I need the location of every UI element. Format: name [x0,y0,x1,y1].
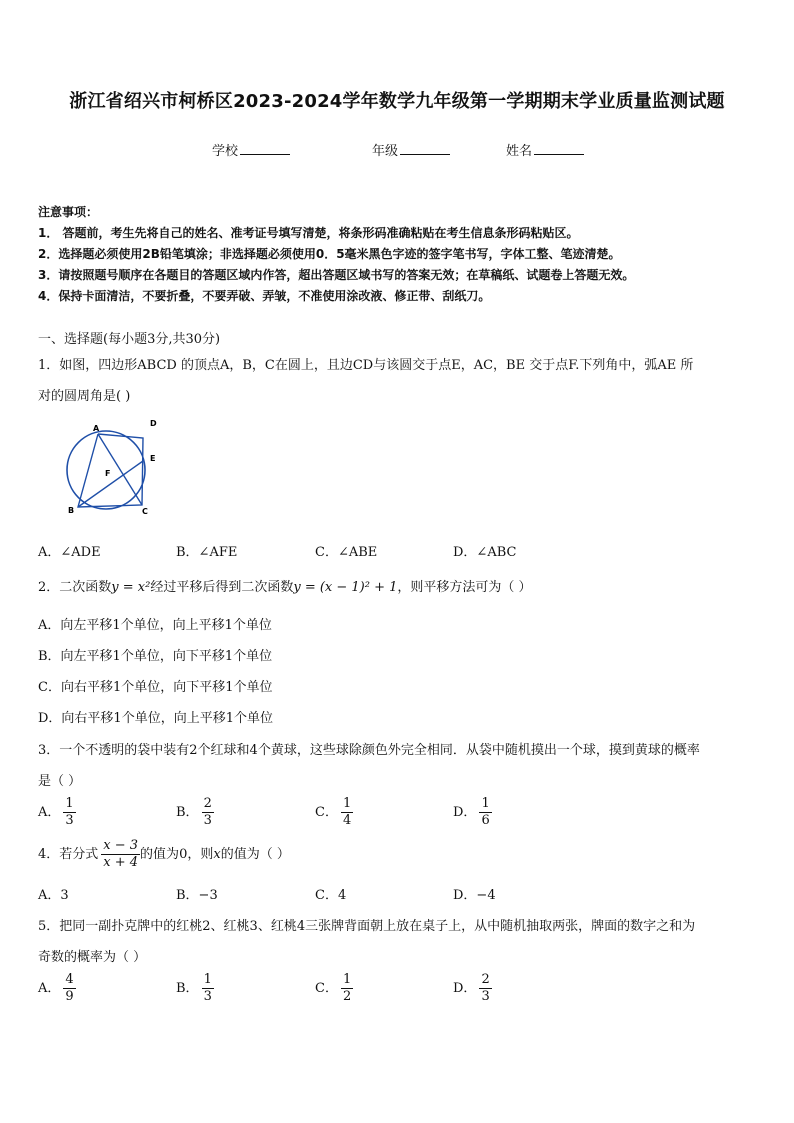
denominator: 3 [65,813,74,828]
q5-option-c-label: C． [315,981,338,996]
q5-option-a-label: A． [38,981,61,996]
numerator: 1 [203,972,212,987]
q2-stem [38,576,532,595]
numerator: 1 [481,796,490,811]
denominator: 2 [342,989,352,1004]
name-field[interactable] [506,140,584,159]
q2-mid: 经过平移后得到二次函数 [150,580,294,595]
q4-option-c[interactable]: C．4 [315,888,347,903]
section-heading: 一、选择题(每小题3分,共30分) [38,332,221,347]
q3-option-a-fraction [63,796,75,829]
q5-option-b-fraction [202,972,214,1005]
q4-option-a[interactable]: A．3 [38,888,69,903]
numerator: x − 3 [103,838,139,853]
q4-stem [38,838,290,871]
q4-suffix: 的值为（ ） [220,847,290,862]
denominator: 3 [203,813,212,828]
grade-label: 年级 [372,144,399,159]
notice-item-2: 2．选择题必须使用2B铅笔填涂；非选择题必须使用0．5毫米黑色字迹的签字笔书写，字体工整、笔迹清楚。 [38,247,621,261]
school-blank[interactable] [240,142,290,155]
q3-option-b-fraction [202,796,214,829]
q5-option-b[interactable] [176,972,214,1005]
label-f: F [105,469,111,478]
grade-blank[interactable] [400,142,450,155]
exam-title: 浙江省绍兴市柯桥区2023-2024学年数学九年级第一学期期末学业质量监测试题 [69,91,725,112]
q1-stem-line2: 对的圆周角是( ) [38,389,131,404]
numerator: 1 [342,796,352,811]
notice-item-3: 3．请按照题号顺序在各题目的答题区域内作答，超出答题区域书写的答案无效；在草稿纸、试题卷上答题无效。 [38,268,635,282]
school-label: 学校 [212,144,239,159]
numerator: 2 [203,796,212,811]
q2-suffix: ，则平移方法可为（ ） [397,580,532,595]
q1-option-b[interactable]: B．∠AFE [176,545,238,560]
numerator: 1 [342,972,352,987]
school-field[interactable] [212,140,290,159]
q4-variable: x [213,847,221,862]
notice-item-4: 4．保持卡面清洁，不要折叠，不要弄破、弄皱，不准使用涂改液、修正带、刮纸刀。 [38,289,491,303]
q3-stem-line1: 3．一个不透明的袋中装有2个红球和4个黄球，这些球除颜色外完全相同．从袋中随机摸出一个球，摸到黄球的概率 [38,743,700,758]
q5-stem-line2: 奇数的概率为（ ） [38,950,147,965]
q3-option-c[interactable] [315,796,353,829]
q1-stem-line1: 1．如图，四边形ABCD 的顶点A，B，C在圆上，且边CD与该圆交于点E，AC，BE 交于点F.下列角中，弧AE 所 [38,358,694,373]
q5-option-c-fraction [341,972,353,1005]
q4-option-d[interactable]: D．−4 [453,888,496,903]
q2-function-2: y = (x − 1)² + 1 [293,580,398,595]
denominator: 6 [481,813,490,828]
q1-option-a[interactable]: A．∠ADE [38,545,101,560]
segment-be [78,461,143,507]
q2-option-c[interactable]: C．向右平移1个单位，向下平移1个单位 [38,680,273,695]
denominator: 3 [203,989,212,1004]
q4-option-b[interactable]: B．−3 [176,888,218,903]
grade-field[interactable] [372,140,450,159]
q3-stem-line2: 是（ ） [38,774,82,789]
q5-option-d[interactable] [453,972,492,1005]
q2-prefix: 2．二次函数 [38,580,112,595]
numerator: 2 [481,972,490,987]
q3-option-b[interactable] [176,796,214,829]
denominator: 4 [342,813,352,828]
denominator: x + 4 [103,855,139,870]
label-b: B [68,506,75,515]
q1-option-c[interactable]: C．∠ABE [315,545,378,560]
q5-option-b-label: B． [176,981,199,996]
name-blank[interactable] [534,142,584,155]
q4-fraction [101,838,140,871]
q1-figure [58,416,168,520]
q5-option-a-fraction [63,972,75,1005]
q2-function-1: y = x² [111,580,151,595]
q3-option-d-fraction [479,796,491,829]
q4-prefix: 4．若分式 [38,847,99,862]
notice-heading: 注意事项： [38,205,99,219]
q4-zero: 0 [179,847,188,862]
q5-option-d-label: D． [453,981,477,996]
label-e: E [150,454,156,463]
q5-option-c[interactable] [315,972,353,1005]
q5-option-a[interactable] [38,972,76,1005]
circle-quadrilateral-diagram [58,416,168,516]
q2-option-a[interactable]: A．向左平移1个单位，向上平移1个单位 [38,618,272,633]
q1-option-d[interactable]: D．∠ABC [453,545,517,560]
q3-option-d-label: D． [453,805,477,820]
q3-option-c-fraction [341,796,353,829]
notice-item-1: 1． 答题前，考生先将自己的姓名、准考证号填写清楚，将条形码准确粘贴在考生信息条形码粘贴区。 [38,226,579,240]
quadrilateral-abcd [78,434,143,507]
label-d: D [150,419,157,428]
q4-mid: 的值为 [140,847,180,862]
q3-option-a[interactable] [38,796,76,829]
denominator: 9 [65,989,74,1004]
q3-option-d[interactable] [453,796,492,829]
q3-option-b-label: B． [176,805,199,820]
numerator: 4 [65,972,74,987]
q3-option-c-label: C． [315,805,338,820]
numerator: 1 [65,796,74,811]
q5-stem-line1: 5．把同一副扑克牌中的红桃2、红桃3、红桃4三张牌背面朝上放在桌子上，从中随机抽取两张，牌面的数字之和为 [38,919,696,934]
q3-option-a-label: A． [38,805,61,820]
label-a: A [93,424,100,433]
label-c: C [142,507,148,516]
denominator: 3 [481,989,490,1004]
q5-option-d-fraction [479,972,491,1005]
q2-option-d[interactable]: D．向右平移1个单位，向上平移1个单位 [38,711,273,726]
q4-mid2: ，则 [187,847,214,862]
q2-option-b[interactable]: B．向左平移1个单位，向下平移1个单位 [38,649,273,664]
name-label: 姓名 [506,144,533,159]
